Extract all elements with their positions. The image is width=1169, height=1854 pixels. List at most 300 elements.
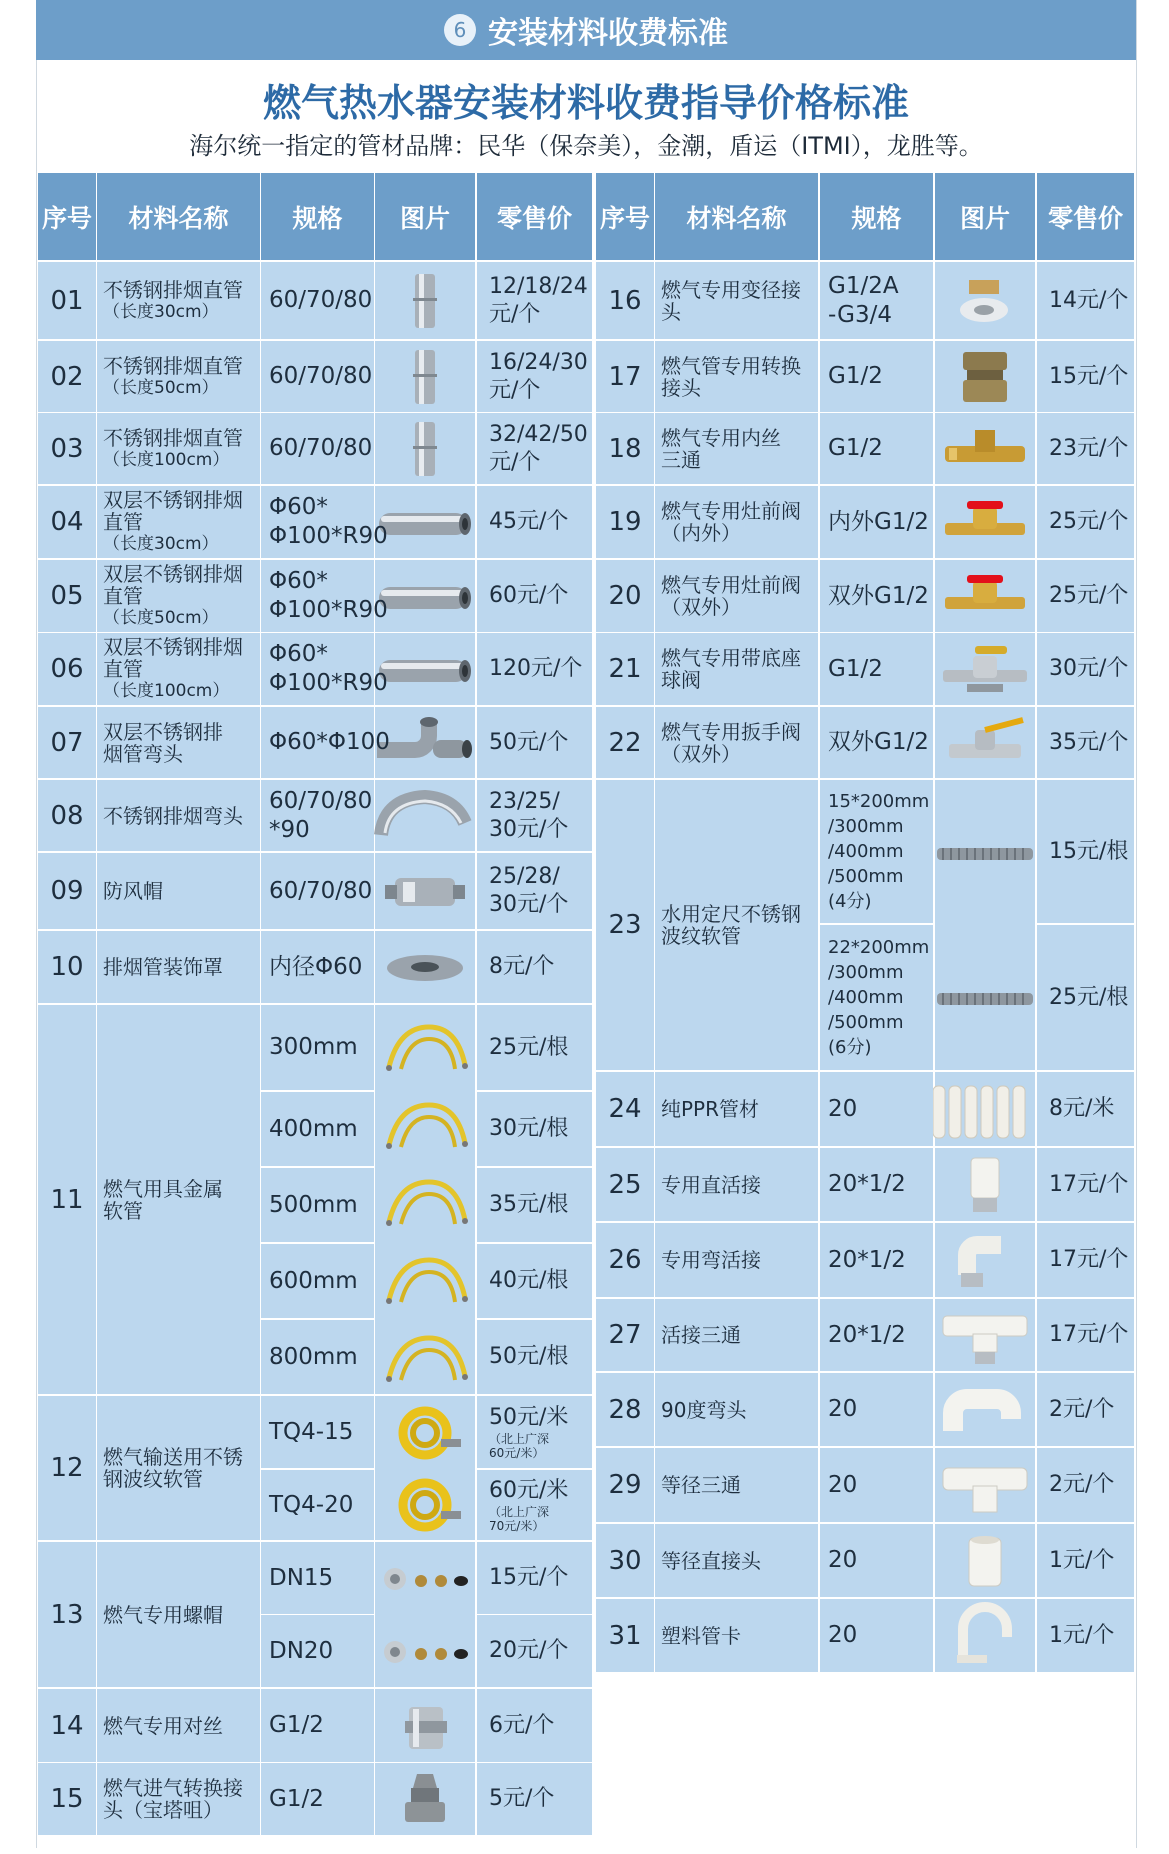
item-spec-cell [820, 1599, 933, 1672]
item-picture-cell [935, 633, 1035, 705]
item-name-group [103, 1777, 243, 1821]
item-price: 23/25/ 30元/个 [489, 788, 569, 842]
item-name: 排烟管装饰罩 [103, 955, 223, 979]
wind-cap-icon [367, 858, 483, 924]
item-number-cell [596, 486, 654, 558]
item-price-group [1049, 1246, 1128, 1274]
item-name-cell [655, 1448, 818, 1522]
decor-ring-icon [367, 934, 483, 1000]
item-spec-cell [261, 486, 388, 558]
item-price-group [1049, 984, 1128, 1012]
item-number-cell [38, 1542, 96, 1687]
item-spec: 20*1/2 [828, 1246, 906, 1273]
item-spec: Φ60* Φ100*R90 [269, 641, 388, 696]
item-price-cell [477, 780, 592, 851]
item-price-group [489, 1115, 568, 1143]
item-name-cell [97, 262, 260, 339]
item-price-cell [1037, 486, 1134, 558]
item-spec-cell [261, 560, 388, 632]
item-spec-cell [820, 262, 933, 339]
item-price: 14元/个 [1049, 287, 1129, 313]
item-name-cell [97, 1763, 260, 1835]
item-name: 专用直活接 [661, 1172, 761, 1197]
item-name-cell [97, 707, 260, 778]
metal-hose-icon [367, 1322, 483, 1388]
item-price: 12/18/24 元/个 [489, 273, 588, 327]
item-spec-cell [820, 341, 933, 412]
item-number-cell [596, 413, 654, 484]
item-price-cell [1037, 413, 1134, 484]
item-price-group [489, 788, 568, 844]
item-spec-cell [820, 707, 933, 778]
item-spec-cell [261, 1470, 374, 1540]
item-price-cell [1037, 262, 1134, 339]
item-number-cell [38, 931, 96, 1003]
item-name-group [103, 956, 223, 978]
item-name: 双层不锈钢排烟 直管 [103, 562, 243, 608]
item-name-note: （长度30cm） [103, 301, 219, 322]
item-spec: 300mm [269, 1034, 358, 1060]
item-name: 等径直接头 [661, 1548, 761, 1573]
item-price-group [1049, 729, 1128, 757]
item-number: 05 [50, 581, 84, 611]
item-price: 17元/个 [1049, 1247, 1129, 1272]
item-name-cell [655, 707, 818, 778]
item-price-group [1049, 1622, 1114, 1650]
item-number-cell [596, 1072, 654, 1146]
item-name-group [103, 721, 223, 765]
item-name: 水用定尺不锈钢 波纹软管 [661, 902, 801, 948]
item-price-cell [477, 1689, 592, 1762]
item-number: 08 [50, 800, 84, 831]
item-number-cell [596, 560, 654, 632]
item-price: 8元/个 [489, 954, 555, 979]
item-spec: 60/70/80 [269, 363, 373, 389]
item-number: 02 [50, 361, 84, 392]
item-name: 燃气专用内丝 三通 [661, 425, 781, 472]
item-spec-cell [820, 780, 933, 923]
item-name-cell [97, 1689, 260, 1762]
item-spec: 60/70/80 *90 [269, 787, 373, 843]
item-picture-cell [935, 780, 1035, 1070]
item-spec-cell [820, 1524, 933, 1597]
item-price-cell [1037, 1373, 1134, 1446]
nut-set-icon [367, 1545, 483, 1611]
item-number-cell [38, 853, 96, 929]
item-spec-cell [820, 1148, 933, 1221]
item-name-group [661, 1474, 741, 1496]
item-price: 120元/个 [489, 656, 583, 681]
item-name-group [103, 1715, 223, 1737]
item-number: 30 [608, 1545, 642, 1576]
item-price-cell [1037, 1524, 1134, 1597]
item-price: 15元/根 [1049, 838, 1129, 864]
item-number: 25 [608, 1169, 642, 1200]
item-name: 燃气专用螺帽 [103, 1602, 223, 1627]
item-spec: 400mm [269, 1115, 358, 1142]
valve-icon [927, 489, 1043, 555]
item-spec: 20*1/2 [828, 1321, 906, 1348]
item-number-cell [596, 1373, 654, 1446]
item-number: 11 [50, 1184, 84, 1215]
item-spec-cell [261, 413, 374, 484]
item-name: 等径三通 [661, 1473, 741, 1497]
item-price-cell [477, 262, 592, 339]
item-price: 25元/根 [489, 1034, 569, 1060]
item-name-cell [655, 413, 818, 484]
item-number-cell [38, 1689, 96, 1762]
item-name-group [103, 563, 243, 629]
barb-adapter-icon [367, 1766, 483, 1832]
item-price-cell [1037, 560, 1134, 632]
item-name: 不锈钢排烟直管 [103, 425, 243, 450]
item-spec-cell [820, 925, 933, 1070]
corrugated-hose-icon [927, 965, 1043, 1031]
item-number-cell [38, 560, 96, 632]
item-name-cell [655, 341, 818, 412]
item-number: 01 [50, 285, 84, 316]
item-number-cell [596, 780, 654, 1070]
item-name-note: （长度50cm） [103, 377, 219, 398]
item-picture-cell [375, 1005, 475, 1394]
item-name-group [661, 1174, 761, 1196]
item-picture-cell [375, 1763, 475, 1835]
item-name: 燃气专用灶前阀 （内外） [661, 499, 801, 545]
item-name-cell [655, 1148, 818, 1221]
item-price-cell [1037, 707, 1134, 778]
item-name: 90度弯头 [661, 1397, 747, 1422]
item-spec-cell [820, 486, 933, 558]
item-price: 2元/个 [1049, 1472, 1115, 1497]
union-tee-icon [927, 1302, 1043, 1368]
item-spec-cell [820, 1373, 933, 1446]
elbow-icon [367, 783, 483, 849]
item-name-note: （长度100cm） [103, 449, 230, 470]
item-name-cell [97, 1542, 260, 1687]
item-price: 8元/米 [1049, 1096, 1115, 1121]
item-name: 不锈钢排烟弯头 [103, 803, 243, 828]
item-price-cell [1037, 1223, 1134, 1297]
item-name: 燃气管专用转换 接头 [661, 353, 801, 400]
item-price-cell [1037, 1299, 1134, 1371]
item-price: 1元/个 [1049, 1547, 1115, 1573]
item-price-group [489, 1343, 568, 1371]
straight-pipe-icon [367, 344, 483, 410]
item-name-cell [97, 1005, 260, 1394]
header-right-1: 材料名称 [655, 173, 818, 260]
item-price: 50元/个 [489, 729, 569, 755]
item-name: 燃气专用扳手阀 （双外） [661, 719, 801, 766]
nipple-icon [367, 1693, 483, 1759]
item-price: 2元/个 [1049, 1396, 1115, 1422]
item-price-cell [477, 560, 592, 632]
item-price: 50元/米 [489, 1405, 569, 1430]
header-right-2: 规格 [820, 173, 933, 260]
item-price: 25/28/ 30元/个 [489, 864, 569, 917]
item-price: 16/24/30 元/个 [489, 349, 588, 403]
item-price-group [1049, 1171, 1128, 1199]
item-spec: 20 [828, 1547, 858, 1573]
item-spec-cell [261, 1320, 374, 1394]
straight-union-icon [927, 1152, 1043, 1218]
item-name: 双层不锈钢排烟 直管 [103, 635, 243, 681]
item-price-group [489, 1712, 554, 1740]
item-spec-cell [820, 1299, 933, 1371]
item-spec-cell [820, 560, 933, 632]
nut-set-icon [367, 1618, 483, 1684]
item-picture-cell [935, 341, 1035, 412]
item-name: 双层不锈钢排 烟管弯头 [103, 719, 223, 766]
item-price: 30元/根 [489, 1116, 569, 1141]
item-price: 45元/个 [489, 509, 569, 534]
item-price: 15元/个 [1049, 363, 1129, 389]
item-number-cell [596, 341, 654, 412]
item-price-group [489, 421, 588, 477]
item-picture-cell [375, 413, 475, 484]
item-price-group [489, 655, 582, 683]
metal-hose-icon [367, 1011, 483, 1077]
header-left-1: 材料名称 [97, 173, 260, 260]
item-name-group [103, 355, 243, 399]
item-name-note: （长度30cm） [103, 534, 219, 554]
item-picture-cell [375, 853, 475, 929]
item-name-cell [97, 341, 260, 412]
item-number-cell [38, 341, 96, 412]
yellow-coil-icon [367, 1471, 483, 1537]
item-spec-cell [261, 1005, 374, 1090]
item-number: 21 [608, 654, 642, 684]
item-picture-cell [935, 1373, 1035, 1446]
item-number-cell [38, 1763, 96, 1835]
item-name: 燃气用具金属 软管 [103, 1176, 223, 1223]
item-spec: G1/2 [828, 435, 883, 461]
item-number: 23 [608, 910, 642, 940]
item-picture-cell [935, 1524, 1035, 1597]
item-price-group [1049, 582, 1128, 610]
item-spec-cell [261, 1244, 374, 1318]
elbow-union-icon [927, 1227, 1043, 1293]
item-name-cell [655, 262, 818, 339]
item-price-group [1049, 838, 1128, 866]
item-name: 活接三通 [661, 1323, 741, 1347]
item-price-cell [477, 633, 592, 705]
item-name-cell [97, 633, 260, 705]
item-spec: 22*200mm /300mm /400mm /500mm (6分) [828, 937, 930, 1058]
item-spec-cell [261, 1168, 374, 1242]
straight-pipe-icon [367, 268, 483, 334]
item-name: 燃气专用灶前阀 （双外） [661, 573, 801, 619]
item-price: 60元/米 [489, 1478, 569, 1503]
item-name-group [103, 636, 243, 702]
item-name-group [103, 1178, 223, 1222]
valve-icon [927, 563, 1043, 629]
item-picture-cell [935, 413, 1035, 484]
item-name-group [103, 805, 243, 827]
item-price: 25元/根 [1049, 984, 1129, 1010]
item-price-group [1049, 435, 1128, 463]
item-spec: 60/70/80 [269, 287, 373, 313]
item-spec: 800mm [269, 1343, 358, 1370]
item-price-cell [477, 1092, 592, 1166]
item-number-cell [596, 707, 654, 778]
item-name-group [661, 1625, 741, 1647]
item-name-group [103, 427, 243, 471]
item-picture-cell [935, 262, 1035, 339]
item-price-cell [1037, 1448, 1134, 1522]
item-price-note: （北上广深 70元/米） [489, 1505, 550, 1533]
item-number: 12 [50, 1453, 84, 1483]
item-picture-cell [935, 707, 1035, 778]
metal-hose-icon [367, 1166, 483, 1232]
reducer-icon [927, 268, 1043, 334]
item-price-cell [1037, 925, 1134, 1070]
item-spec-cell [261, 633, 388, 705]
item-price: 35元/个 [1049, 729, 1129, 755]
item-price-cell [1037, 1072, 1134, 1146]
item-spec: TQ4-20 [269, 1491, 354, 1518]
item-name-cell [655, 1072, 818, 1146]
item-price-group [489, 1477, 568, 1533]
item-name-cell [97, 780, 260, 851]
item-number: 20 [608, 581, 642, 611]
item-name-group [661, 647, 801, 691]
brass-tee-icon [927, 416, 1043, 482]
item-name: 纯PPR管材 [661, 1097, 760, 1121]
item-price-group [489, 273, 588, 329]
item-spec-cell [261, 853, 374, 929]
item-price-cell [477, 1542, 592, 1614]
item-number-cell [38, 486, 96, 558]
brand-note: 海尔统一指定的管材品牌：民华（保奈美），金潮，盾运（ITMI），龙胜等。 [189, 132, 983, 160]
item-name: 燃气专用带底座 球阀 [661, 646, 801, 692]
item-spec-cell [261, 780, 374, 851]
item-price: 32/42/50 元/个 [489, 421, 588, 475]
item-spec: 600mm [269, 1267, 358, 1294]
item-number-cell [38, 1396, 96, 1540]
item-spec-cell [261, 1689, 374, 1762]
item-price-group [1049, 287, 1128, 315]
item-name-cell [97, 931, 260, 1003]
item-number: 09 [50, 876, 84, 906]
item-spec: G1/2 [269, 1712, 324, 1738]
item-number: 28 [608, 1394, 642, 1425]
item-spec-cell [261, 1763, 374, 1835]
item-price: 17元/个 [1049, 1322, 1129, 1347]
item-number-cell [596, 633, 654, 705]
item-price: 25元/个 [1049, 583, 1129, 608]
item-name-group [661, 427, 781, 471]
item-price-group [489, 1637, 568, 1665]
item-price-group [489, 1404, 568, 1460]
item-spec: 20*1/2 [828, 1171, 906, 1197]
item-name-cell [655, 1599, 818, 1672]
item-name-group [661, 500, 801, 544]
item-price-cell [477, 1396, 592, 1468]
item-number-cell [596, 1148, 654, 1221]
item-picture-cell [375, 262, 475, 339]
section-number-badge: 6 [444, 14, 476, 46]
item-number: 29 [608, 1470, 642, 1500]
item-number: 24 [608, 1094, 642, 1124]
item-spec: DN20 [269, 1637, 334, 1664]
item-name-cell [655, 1223, 818, 1297]
item-picture-cell [935, 1072, 1035, 1146]
item-number-cell [596, 1223, 654, 1297]
item-spec: 双外G1/2 [828, 582, 929, 609]
header-left-3: 图片 [375, 173, 475, 260]
item-price-note: （北上广深 60元/米） [489, 1432, 550, 1460]
item-spec-cell [820, 1072, 933, 1146]
item-name-group [103, 279, 243, 323]
item-spec: 20 [828, 1396, 858, 1422]
item-number: 22 [608, 727, 642, 758]
item-spec: G1/2 [828, 363, 883, 389]
item-name-cell [97, 486, 260, 558]
item-spec-cell [261, 341, 374, 412]
item-number-cell [38, 262, 96, 339]
item-spec-cell [820, 633, 933, 705]
item-spec: 内外G1/2 [828, 508, 929, 535]
item-name: 专用弯活接 [661, 1248, 761, 1272]
item-price-cell [477, 931, 592, 1003]
ppr-pipes-icon [927, 1076, 1043, 1142]
item-name: 不锈钢排烟直管 [103, 277, 243, 302]
item-name-group [661, 1550, 761, 1572]
item-price: 50元/根 [489, 1344, 569, 1369]
item-price-group [489, 1785, 554, 1813]
item-price-cell [477, 1168, 592, 1242]
item-spec: Φ60* Φ100*R90 [269, 568, 388, 623]
white-tee-icon [927, 1452, 1043, 1518]
straight-pipe-icon [367, 416, 483, 482]
item-number: 10 [50, 952, 84, 982]
item-spec: TQ4-15 [269, 1418, 354, 1445]
item-price: 20元/个 [489, 1638, 569, 1663]
item-picture-cell [375, 780, 475, 851]
item-price: 60元/个 [489, 583, 569, 608]
item-number: 07 [50, 727, 84, 758]
item-spec: 内径Φ60 [269, 953, 363, 980]
item-price: 25元/个 [1049, 509, 1129, 534]
item-name-note: （长度100cm） [103, 681, 230, 701]
item-price-cell [1037, 1599, 1134, 1672]
item-price-group [489, 1267, 568, 1295]
item-number: 26 [608, 1245, 642, 1275]
item-price-cell [477, 1320, 592, 1394]
item-price-group [1049, 363, 1128, 391]
item-name: 燃气输送用不锈 钢波纹软管 [103, 1445, 243, 1491]
pipe-clip-icon [927, 1603, 1043, 1669]
item-number-cell [596, 262, 654, 339]
item-spec: G1/2 [828, 655, 883, 682]
item-number: 04 [50, 507, 84, 537]
item-number: 15 [50, 1784, 84, 1814]
item-number: 13 [50, 1599, 84, 1630]
item-price-cell [477, 1470, 592, 1540]
item-name-group [661, 1098, 759, 1120]
item-spec-cell [820, 1448, 933, 1522]
item-name-group [661, 903, 801, 947]
item-price-group [1049, 655, 1128, 683]
item-price: 35元/根 [489, 1192, 569, 1217]
item-spec: 15*200mm /300mm /400mm /500mm (4分) [828, 791, 930, 912]
item-picture-cell [375, 1542, 475, 1687]
item-price-group [1049, 1396, 1114, 1424]
item-spec-cell [820, 1223, 933, 1297]
item-price: 17元/个 [1049, 1171, 1129, 1197]
item-picture-cell [935, 1448, 1035, 1522]
item-price-group [1049, 1321, 1128, 1349]
